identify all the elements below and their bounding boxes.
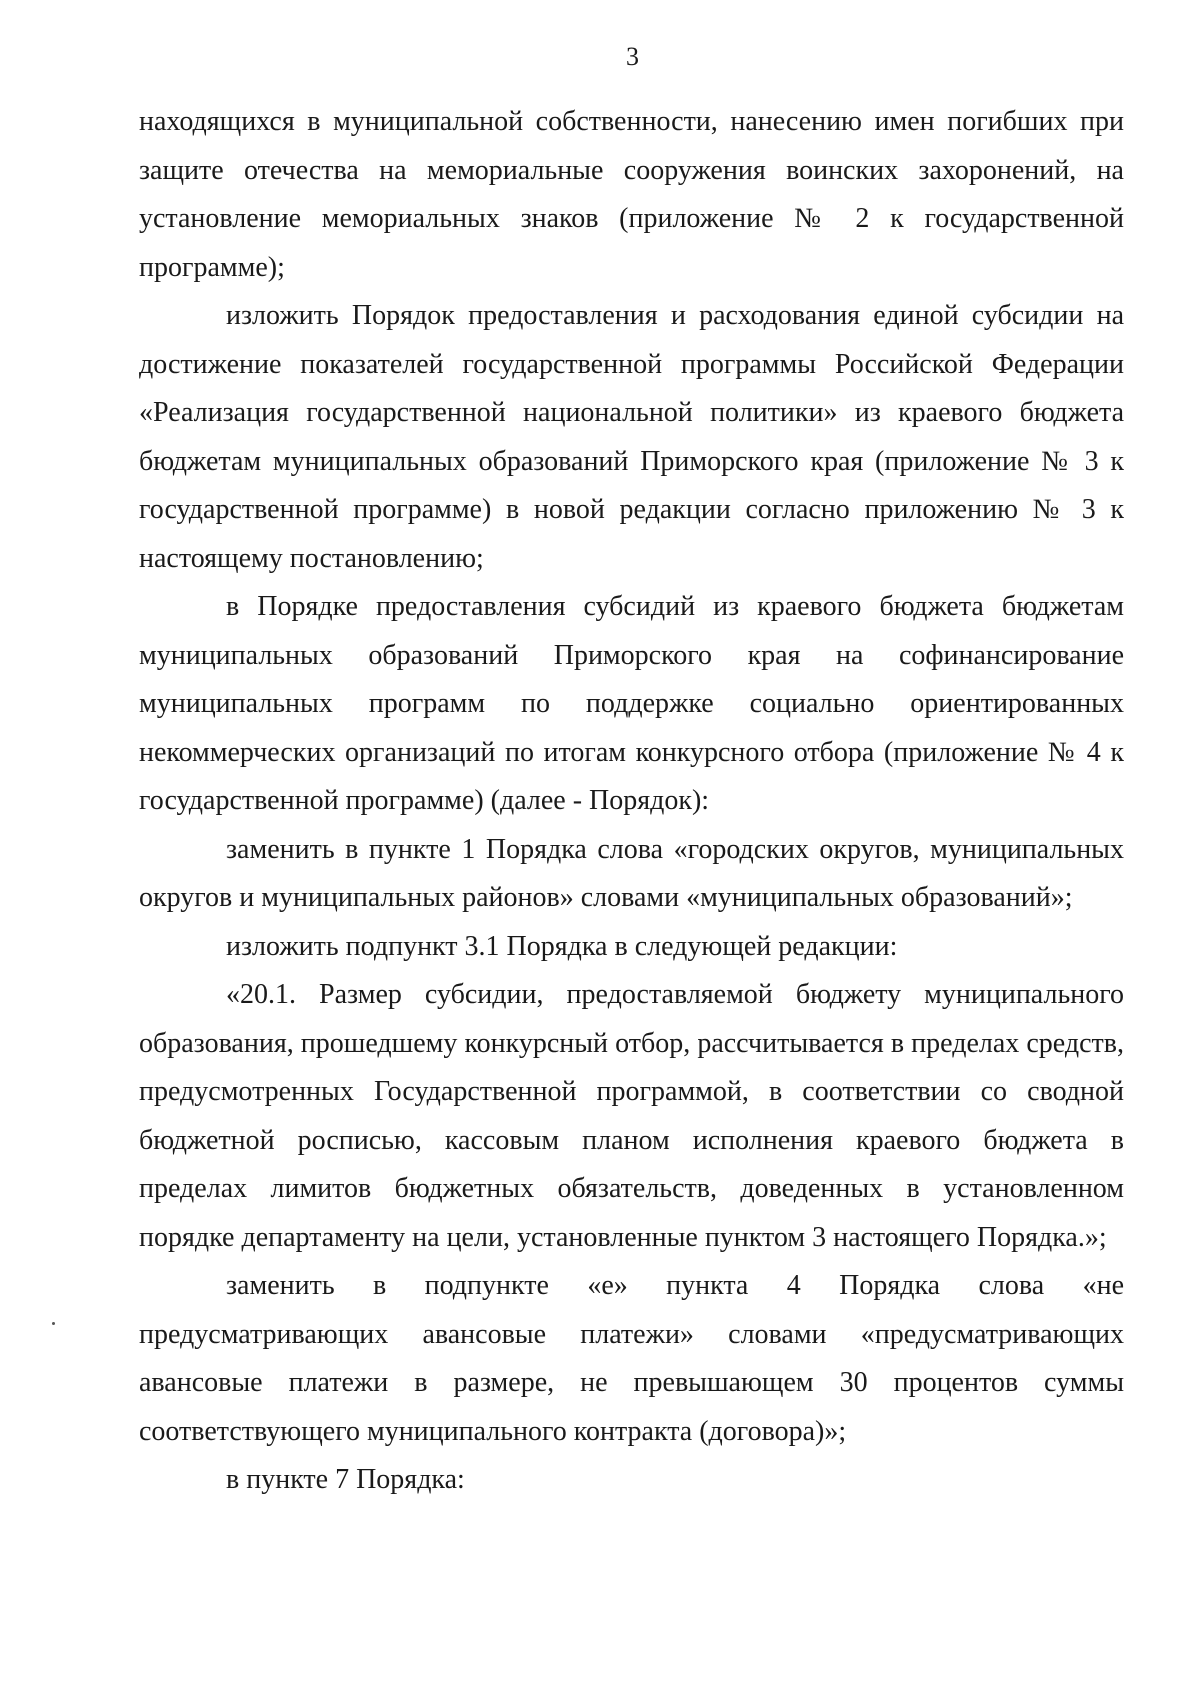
scan-artifact bbox=[52, 1322, 55, 1325]
paragraph: изложить Порядок предоставления и расходования единой субсидии на достижение показателей государственной программы Российской Федерации «Реализация государственной национальной политики» из краевого бюджета бюджетам муниципальных образований Приморского края (приложение № 3 к государственной программе) в новой редакции согласно приложению № 3 к настоящему постановлению; bbox=[139, 300, 1124, 574]
paragraph: в пункте 7 Порядка: bbox=[226, 1464, 465, 1495]
page-number: 3 bbox=[626, 42, 639, 71]
document-body bbox=[139, 98, 1124, 1505]
paragraph: находящихся в муниципальной собственности, нанесению имен погибших при защите отечества на мемориальные сооружения воинских захоронений, на установление мемориальных знаков (приложение № 2 к государственной программе); bbox=[139, 106, 1124, 283]
paragraph: в Порядке предоставления субсидий из краевого бюджета бюджетам муниципальных образований Приморского края на софинансирование муниципальных программ по поддержке социально ориентированных некоммерческих организаций по итогам конкурсного отбора (приложение № 4 к государственной программе) (далее - Порядок): bbox=[139, 591, 1124, 816]
paragraph: заменить в подпункте «е» пункта 4 Порядка слова «не предусматривающих авансовые платежи» словами «предусматривающих авансовые платежи в размере, не превышающем 30 процентов суммы соответствующего муниципального контракта (договора)»; bbox=[139, 1270, 1124, 1447]
paragraph: «20.1. Размер субсидии, предоставляемой бюджету муниципального образования, прошедшему конкурсный отбор, рассчитывается в пределах средств, предусмотренных Государственной программой, в соответствии со сводной бюджетной росписью, кассовым планом исполнения краевого бюджета в пределах лимитов бюджетных обязательств, доведенных в установленном порядке департаменту на цели, установленные пунктом 3 настоящего Порядка.»; bbox=[139, 979, 1124, 1253]
paragraph: изложить подпункт 3.1 Порядка в следующей редакции: bbox=[226, 930, 898, 962]
paragraph: заменить в пункте 1 Порядка слова «городских округов, муниципальных округов и муниципальных районов» словами «муниципальных образований»; bbox=[139, 833, 1124, 913]
